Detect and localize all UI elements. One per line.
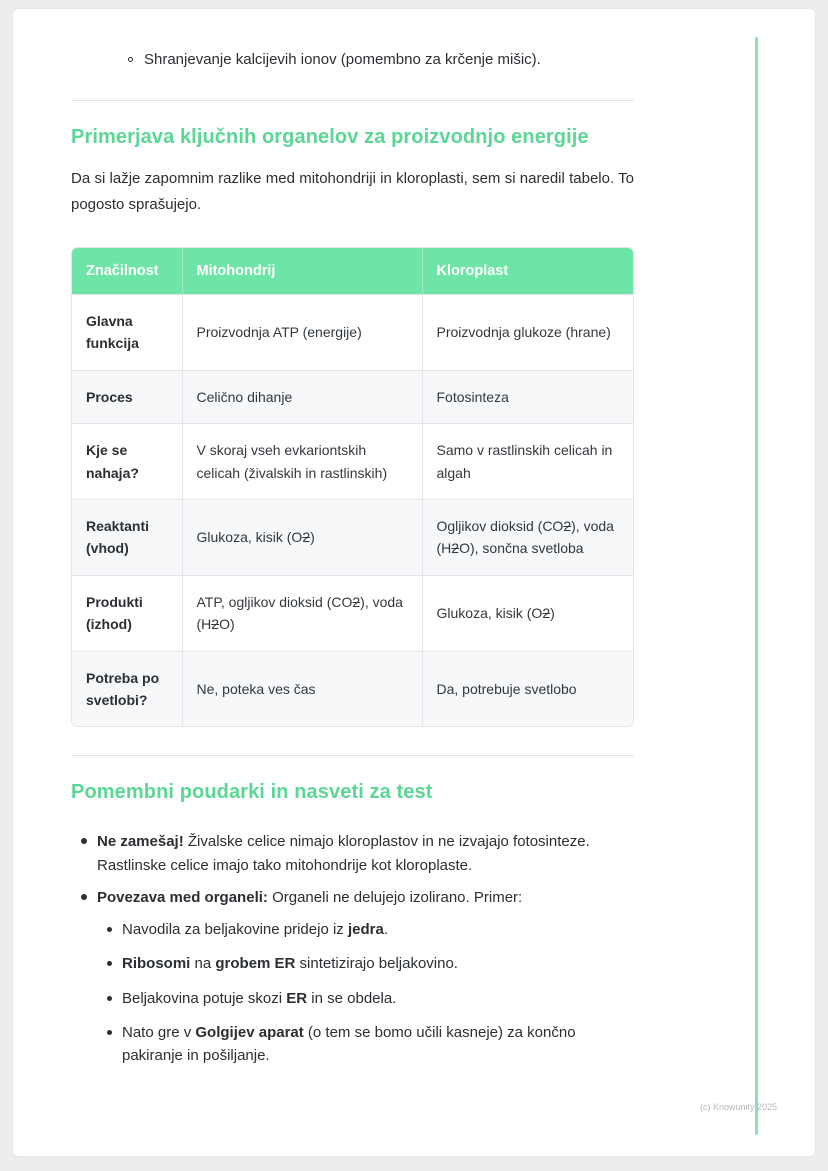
comparison-table-head-row — [72, 248, 633, 295]
section-divider — [71, 755, 634, 756]
table-cell: Celično dihanje — [182, 370, 422, 423]
table-cell: Ogljikov dioksid (CO2), voda (H2O), sončna svetloba — [422, 499, 633, 575]
row-label-cell: Reaktanti (vhod) — [72, 499, 182, 575]
list-item — [71, 886, 634, 909]
table-row — [72, 499, 633, 575]
table-cell: Proizvodnja ATP (energije) — [182, 295, 422, 371]
section-heading-comparison: Primerjava ključnih organelov za proizvodnjo energije — [71, 125, 589, 148]
list-item-text: Ribosomi na grobem ER sintetizirajo beljakovino. — [122, 955, 458, 973]
row-label-cell: Potreba po svetlobi? — [72, 651, 182, 726]
row-label-cell: Glavna funkcija — [72, 295, 182, 371]
hollow-bullet-icon — [128, 57, 133, 62]
list-item-text: Ne zamešaj! Živalske celice nimajo kloroplastov in ne izvajajo fotosinteze. Rastlinske celice imajo tako mitohondrije kot kloroplaste. — [97, 833, 590, 874]
green-accent-line — [755, 37, 758, 1135]
bullet-icon — [81, 838, 87, 844]
table-header-cell: Kloroplast — [422, 248, 633, 295]
bullet-icon — [107, 1030, 112, 1035]
document-content — [71, 9, 634, 1067]
row-label-cell: Kje se nahaja? — [72, 424, 182, 500]
bullet-icon — [107, 927, 112, 932]
table-cell: Glukoza, kisik (O2) — [182, 499, 422, 575]
bullet-icon — [107, 961, 112, 966]
list-item-text: Navodila za beljakovine pridejo iz jedra. — [122, 921, 388, 939]
intro-paragraph: Da si lažje zapomnim razlike med mitohondriji in kloroplasti, sem si naredil tabelo. To pogosto sprašujejo. — [71, 169, 634, 213]
section-heading-tips: Pomembni poudarki in nasveti za test — [71, 781, 433, 804]
table-cell: Da, potrebuje svetlobo — [422, 651, 633, 726]
table-header-cell: Mitohondrij — [182, 248, 422, 295]
table-row — [72, 370, 633, 423]
list-item — [71, 49, 634, 72]
table-cell: Glukoza, kisik (O2) — [422, 575, 633, 651]
table-header-cell: Značilnost — [72, 248, 182, 295]
comparison-table-body — [72, 295, 633, 727]
list-item-text: Beljakovina potuje skozi ER in se obdela. — [122, 989, 397, 1007]
list-item — [71, 830, 634, 877]
table-row — [72, 295, 633, 371]
comparison-table — [71, 247, 634, 727]
section-divider — [71, 100, 634, 101]
list-item-text: Shranjevanje kalcijevih ionov (pomembno za krčenje mišic). — [144, 51, 541, 68]
row-label-cell: Produkti (izhod) — [72, 575, 182, 651]
table-cell: Samo v rastlinskih celicah in algah — [422, 424, 633, 500]
tips-list — [71, 830, 634, 1067]
row-label-cell: Proces — [72, 370, 182, 423]
table-cell: Proizvodnja glukoze (hrane) — [422, 295, 633, 371]
table-cell: ATP, ogljikov dioksid (CO2), voda (H2O) — [182, 575, 422, 651]
table-cell: Fotosinteza — [422, 370, 633, 423]
list-item — [71, 1021, 634, 1068]
table-row — [72, 424, 633, 500]
list-item-text: Povezava med organeli: Organeli ne delujejo izolirano. Primer: — [97, 888, 523, 906]
bullet-icon — [107, 996, 112, 1001]
table-row — [72, 651, 633, 726]
table-cell: Ne, poteka ves čas — [182, 651, 422, 726]
table-row — [72, 575, 633, 651]
bullet-icon — [81, 894, 87, 900]
document-page — [12, 8, 816, 1157]
list-item-text: Nato gre v Golgijev aparat (o tem se bomo učili kasneje) za končno pakiranje in pošiljanje. — [122, 1023, 576, 1065]
list-item — [71, 952, 634, 975]
list-item — [71, 918, 634, 941]
copyright-credit: (c) Knowunity 2025 — [699, 1102, 777, 1112]
table-cell: V skoraj vseh evkariontskih celicah (živalskih in rastlinskih) — [182, 424, 422, 500]
list-item — [71, 987, 634, 1010]
